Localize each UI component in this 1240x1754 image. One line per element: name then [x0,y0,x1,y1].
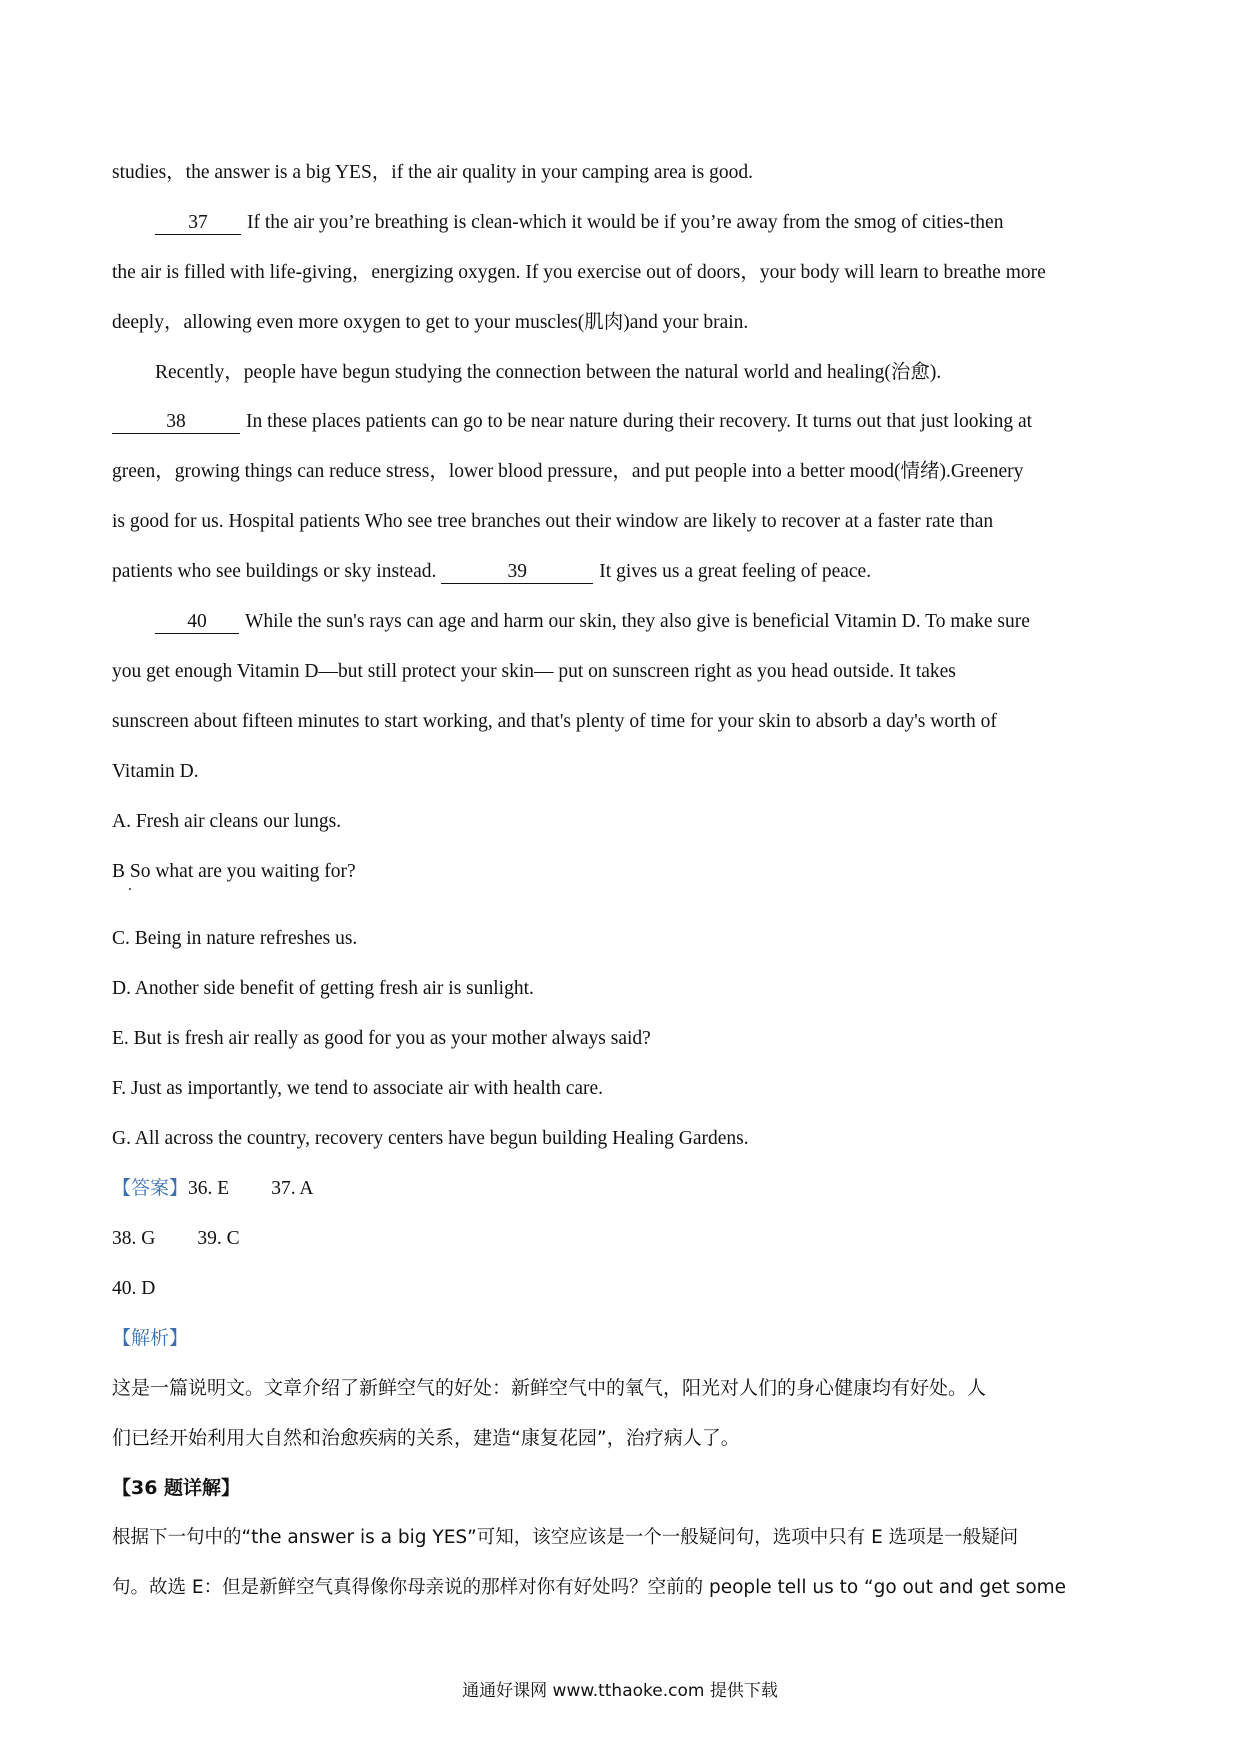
option-e: E. But is fresh air really as good for you as your mother always said? [112,1028,651,1049]
option-a: A. Fresh air cleans our lungs. [112,811,342,832]
passage-line: sunscreen about fifteen minutes to start working, and that's plenty of time for your skin to absorb a day's worth of [112,711,997,732]
blank-38: 38 [112,412,240,434]
passage-line [155,213,1003,235]
passage-line [112,412,1032,434]
passage-text: It gives us a great feeling of peace. [599,561,872,582]
blank-39: 39 [441,562,593,584]
passage-line [112,562,871,584]
detail-36-line: 句。故选 E：但是新鲜空气真得像你母亲说的那样对你有好处吗？空前的 people tell us to “go out and get some [112,1577,1067,1598]
option-b: B So what are you waiting for? [112,861,356,882]
analysis-line: 这是一篇说明文。文章介绍了新鲜空气的好处：新鲜空气中的氧气，阳光对人们的身心健康均有好处。人 [112,1377,987,1399]
passage-line: Recently，people have begun studying the connection between the natural world and healing(治愈). [155,362,942,383]
detail-36-line: 根据下一句中的“the answer is a big YES”可知，该空应该是一个一般疑问句，选项中只有 E 选项是一般疑问 [112,1527,1019,1548]
analysis-line: 们已经开始利用大自然和治愈疾病的关系，建造“康复花园”，治疗病人了。 [112,1427,740,1449]
analysis-label: 【解析】 [112,1327,189,1349]
blank-37: 37 [155,213,241,235]
passage-line: deeply，allowing even more oxygen to get to your muscles(肌肉)and your brain. [112,312,749,333]
detail-36-label: 【36 题详解】 [112,1477,241,1499]
answer-row [112,1229,240,1249]
passage-line: is good for us. Hospital patients Who see tree branches out their window are likely to recover at a faster rate than [112,511,994,532]
answer-label: 【答案】 [112,1177,189,1199]
stray-dot [129,888,131,890]
answer-40: 40. D [112,1278,156,1299]
answer-39: 39. C [197,1228,240,1249]
answer-37: 37. A [271,1178,314,1199]
option-c: C. Being in nature refreshes us. [112,928,358,949]
passage-line: you get enough Vitamin D—but still protect your skin— put on sunscreen right as you head outside. It takes [112,661,956,682]
passage-line: the air is filled with life-giving，energizing oxygen. If you exercise out of doors，your body will learn to breathe more [112,262,1046,283]
passage-line: green，growing things can reduce stress，lower blood pressure，and put people into a better mood(情绪).Greenery [112,461,1024,482]
footer-watermark: 通通好课网 www.tthaoke.com 提供下载 [462,1681,778,1701]
passage-line: studies，the answer is a big YES，if the air quality in your camping area is good. [112,162,754,183]
passage-text: If the air you’re breathing is clean-which it would be if you’re away from the smog of cities-then [247,212,1004,233]
option-g: G. All across the country, recovery centers have begun building Healing Gardens. [112,1128,749,1149]
passage-line [155,612,1030,634]
passage-text: patients who see buildings or sky instead. [112,561,437,582]
passage-line: Vitamin D. [112,761,199,782]
passage-text: While the sun's rays can age and harm our skin, they also give is beneficial Vitamin D. To make sure [245,611,1030,632]
answer-36: 36. E [188,1178,230,1199]
option-d: D. Another side benefit of getting fresh air is sunlight. [112,978,534,999]
blank-40: 40 [155,612,239,634]
passage-text: In these places patients can go to be near nature during their recovery. It turns out that just looking at [246,411,1033,432]
option-f: F. Just as importantly, we tend to associate air with health care. [112,1078,604,1099]
answer-row [112,1179,313,1199]
answer-38: 38. G [112,1228,156,1249]
